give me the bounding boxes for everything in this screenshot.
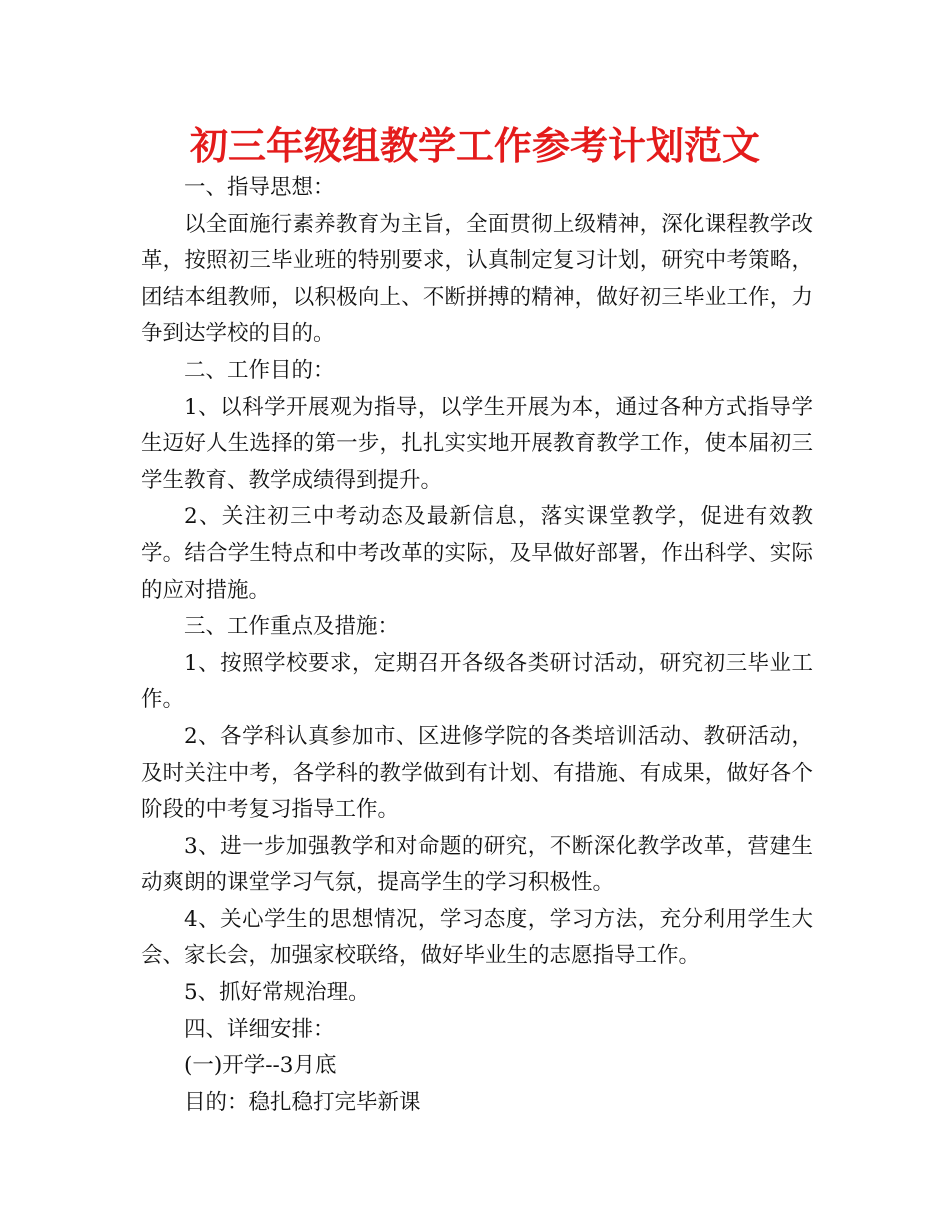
section-heading-guiding-ideology: 一、指导思想： (184, 175, 335, 200)
paragraph-measure-5: 5、抓好常规治理。 (184, 980, 370, 1006)
document-body (141, 170, 813, 1121)
paragraph-schedule-goal: 目的：稳扎稳打完毕新课 (184, 1089, 421, 1115)
document-title: 初三年级组教学工作参考计划范文 (189, 124, 760, 168)
paragraph-goal-1: 1、以科学开展观为指导，以学生开展为本，通过各种方式指导学生迈好人生选择的第一步，扎扎实实地开展教育教学工作，使本届初三学生教育、教学成绩得到提升。 (141, 394, 813, 493)
paragraph-measure-3: 3、进一步加强教学和对命题的研究，不断深化教学改革，营建生动爽朗的课堂学习气氛，提高学生的学习积极性。 (141, 833, 813, 896)
paragraph-schedule-period-1: (一)开学--3月底 (184, 1053, 337, 1079)
paragraph-goal-2: 2、关注初三中考动态及最新信息，落实课堂教学，促进有效教学。结合学生特点和中考改革的实际，及早做好部署，作出科学、实际的应对措施。 (141, 504, 813, 603)
section-heading-work-goals: 二、工作目的： (184, 357, 335, 383)
paragraph-measure-1: 1、按照学校要求，定期召开各级各类研讨活动，研究初三毕业工作。 (141, 650, 813, 713)
paragraph-guiding-ideology: 以全面施行素养教育为主旨，全面贯彻上级精神，深化课程教学改革，按照初三毕业班的特别要求，认真制定复习计划，研究中考策略，团结本组教师，以积极向上、不断拼搏的精神，做好初三毕业工作，力争到达学校的目的。 (141, 211, 813, 347)
paragraph-measure-2: 2、各学科认真参加市、区进修学院的各类培训活动、教研活动，及时关注中考，各学科的教学做到有计划、有措施、有成果，做好各个阶段的中考复习指导工作。 (141, 723, 813, 823)
section-heading-detailed-schedule: 四、详细安排： (184, 1016, 335, 1042)
section-heading-key-measures: 三、工作重点及措施： (184, 614, 400, 640)
paragraph-measure-4: 4、关心学生的思想情况，学习态度，学习方法，充分利用学生大会、家长会，加强家校联络，做好毕业生的志愿指导工作。 (141, 906, 813, 969)
